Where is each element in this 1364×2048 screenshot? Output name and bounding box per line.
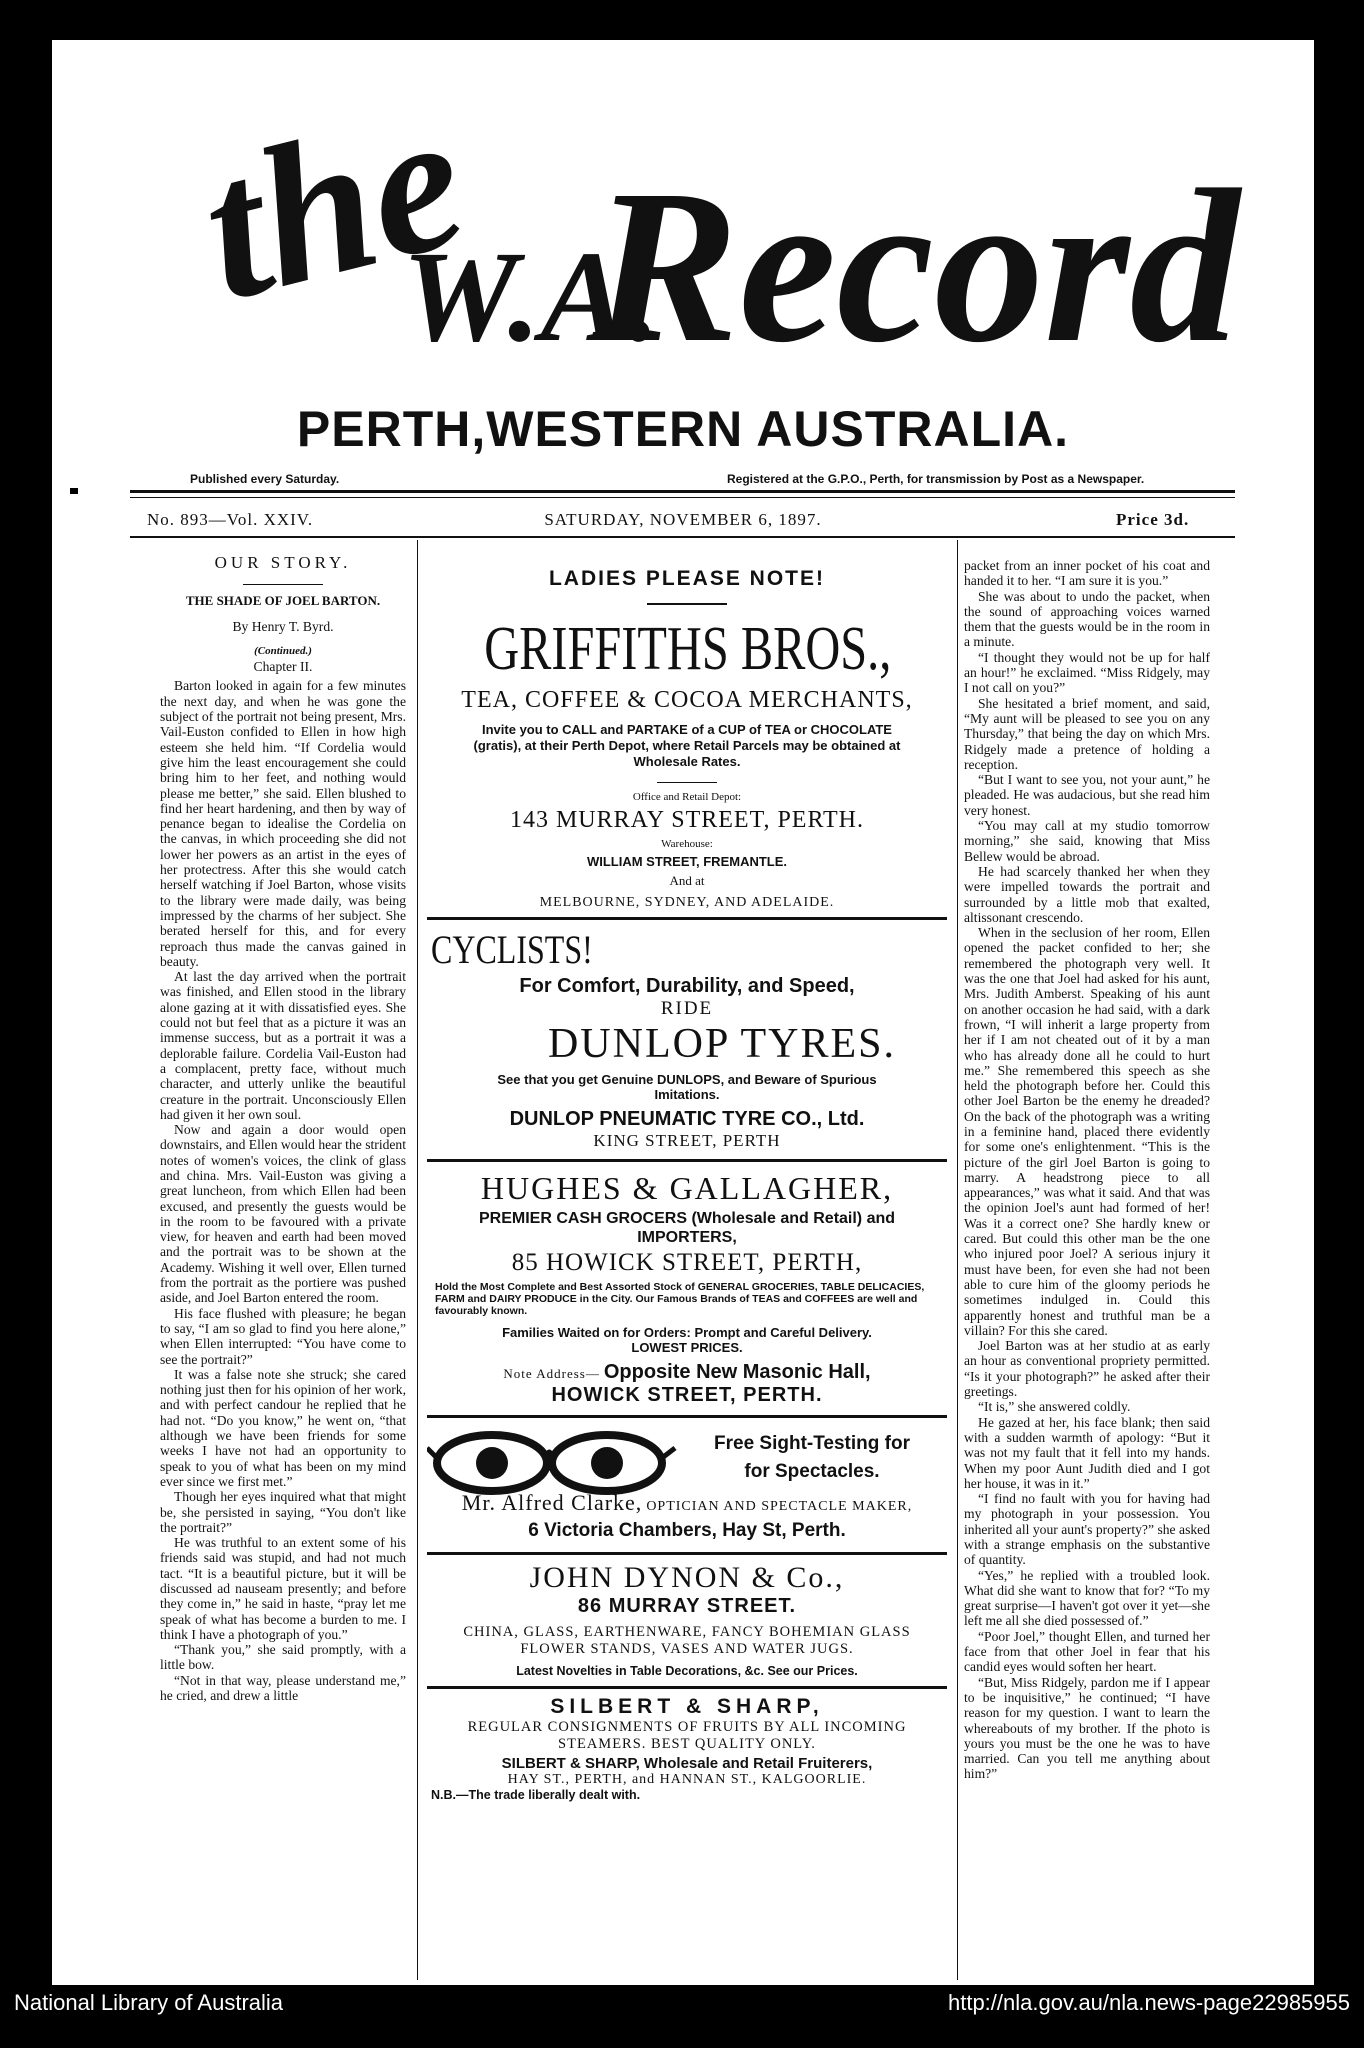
- story-continued: (Continued.): [254, 644, 312, 657]
- story-column-right: [964, 558, 1210, 1782]
- griffiths-warehouse-address: WILLIAM STREET, FREMANTLE.: [586, 854, 788, 869]
- footer-library: National Library of Australia: [14, 1990, 284, 2015]
- hughes-families: Families Waited on for Orders: Prompt and Careful Delivery.: [502, 1325, 872, 1340]
- griffiths-name: GRIFFITHS BROS.,: [484, 615, 892, 683]
- hughes-name: HUGHES & GALLAGHER,: [480, 1170, 894, 1206]
- dunlop-ride: RIDE: [660, 998, 714, 1019]
- story-chapter: Chapter II.: [253, 659, 313, 675]
- top-rule: [130, 490, 1235, 493]
- issue-price: Price 3d.: [1116, 510, 1190, 529]
- dateline-rule: [130, 536, 1235, 538]
- ad-hughes: [427, 1170, 947, 1407]
- dunlop-beware: See that you get Genuine DUNLOPS, and Beware of Spurious Imitations.: [497, 1072, 877, 1102]
- griffiths-and-at: And at: [669, 873, 705, 888]
- hughes-street: HOWICK STREET, PERTH.: [551, 1384, 823, 1406]
- griffiths-office-label: Office and Retail Depot:: [632, 791, 742, 803]
- silbert-nb: N.B.—The trade liberally dealt with.: [431, 1788, 641, 1802]
- short-rule: [647, 603, 727, 605]
- ad-divider: [427, 1159, 947, 1162]
- ad-griffiths: [427, 567, 947, 911]
- hughes-prices: LOWEST PRICES.: [631, 1340, 743, 1355]
- ladies-note: LADIES PLEASE NOTE!: [548, 567, 826, 590]
- silbert-regular: REGULAR CONSIGNMENTS OF FRUITS BY ALL INCOMING STEAMERS. BEST QUALITY ONLY.: [467, 1719, 907, 1752]
- story-paragraph: “You may call at my studio tomorrow morning,” she said, knowing that Miss Bellew would be abroad.: [964, 818, 1210, 864]
- ad-divider: [427, 1686, 947, 1689]
- short-rule: [657, 782, 717, 783]
- issue-number: No. 893—Vol. XXIV.: [147, 510, 314, 529]
- story-paragraph: “Yes,” he replied with a troubled look. What did she want to know that for? “To my great surprise—I haven't got over it yet—she left me all she died possessed of.”: [964, 1567, 1210, 1629]
- silbert-address: HAY ST., PERTH, and HANNAN ST., KALGOORLIE.: [507, 1772, 867, 1787]
- margin-mark: [70, 488, 78, 494]
- issue-date: SATURDAY, NOVEMBER 6, 1897.: [544, 510, 822, 529]
- hughes-stock: Hold the Most Complete and Best Assorted Stock of GENERAL GROCERIES, TABLE DELICACIES, FARM and DAIRY PRODUCE in the City. Our Famous Brands of TEAS and COFFEES are well and favourably known.: [435, 1281, 925, 1317]
- dunlop-company: DUNLOP PNEUMATIC TYRE CO., Ltd.: [509, 1108, 865, 1130]
- ad-divider: [427, 1415, 947, 1418]
- clarke-trade: OPTICIAN AND SPECTACLE MAKER,: [646, 1499, 913, 1514]
- dunlop-street: KING STREET, PERTH: [593, 1131, 781, 1150]
- ad-silbert: [427, 1695, 947, 1802]
- footer-url[interactable]: http://nla.gov.au/nla.news-page22985955: [947, 1990, 1350, 2015]
- story-paragraph: He was truthful to an extent some of his friends said was stupid, and had not much tact. “It is a beautiful picture, but it will be discussed ad nauseam presently; and before they come in,” he said in haste, “pray let me speak of what has become a burden to me. I think I have a photograph of you.”: [160, 1535, 406, 1642]
- griffiths-invite: Invite you to CALL and PARTAKE of a CUP of TEA or CHOCOLATE (gratis), at their Perth Depot, where Retail Parcels may be obtained at Wholesale Rates.: [473, 722, 901, 769]
- silbert-name: SILBERT & SHARP,: [550, 1695, 824, 1718]
- story-paragraph: Barton looked in again for a few minutes the next day, and when he was gone the subject of the portrait not being present, Mrs. Vail-Euston confided to Ellen in how high esteem she held him. “If Cordelia would give him the least encouragement she could bring him to her feet, and nothing would please me better,” she said. Ellen blushed to find her heart hardening, and then by way of penance began to idealise the Cordelia on the canvas, in which proceeding she did not lower her powers as an artist in the eyes of her protectress. After this she would catch herself watching if Joel Barton, whose visits to the library were made daily, was being impressed by the charms of her subject. She berated herself for this, and for every reproach thus made the canvas gained in beauty.: [160, 678, 406, 969]
- hughes-address: 85 HOWICK STREET, PERTH,: [511, 1249, 863, 1276]
- story-section: OUR STORY.: [214, 553, 352, 572]
- story-paragraph: “But, Miss Ridgely, pardon me if I appear to be inquisitive,” he continued; “I have reason for my question. I want to learn the whereabouts of my brother. If the photo is yours you must be the one he was to have married. Can you tell me anything about him?”: [964, 1674, 1210, 1782]
- story-paragraph: “Thank you,” she said promptly, with a little bow.: [160, 1642, 406, 1673]
- masthead-logo: [52, 40, 1314, 400]
- published-note: Published every Saturday.: [190, 472, 340, 486]
- ad-dynon: [427, 1561, 947, 1678]
- hughes-note-line: [427, 1361, 947, 1384]
- column-divider-left: [417, 540, 418, 1980]
- clarke-name-line: [427, 1490, 947, 1516]
- story-author: By Henry T. Byrd.: [232, 618, 334, 634]
- story-paragraph: He had scarcely thanked her when they were impelled towards the portrait and surrounded by a little mob that exalted, altissonant crescendo.: [964, 863, 1210, 925]
- dynon-novelties: Latest Novelties in Table Decorations, &c. See our Prices.: [516, 1664, 858, 1678]
- story-paragraph: “Poor Joel,” thought Ellen, and turned her face from that other Joel in fear that his candid eyes would soften her heart.: [964, 1628, 1210, 1675]
- clarke-name: Mr. Alfred Clarke,: [461, 1490, 643, 1515]
- story-paragraph: “I thought they would not be up for half an hour!” he exclaimed. “Miss Ridgely, may I not call on you?”: [964, 649, 1210, 696]
- clarke-spectacles-line: for Spectacles.: [744, 1461, 880, 1482]
- clarke-free-line: Free Sight-Testing for: [714, 1433, 910, 1454]
- title-the: the: [182, 67, 484, 344]
- story-column-left: [160, 555, 406, 1703]
- griffiths-warehouse-label: Warehouse:: [661, 838, 713, 850]
- griffiths-trade: TEA, COFFEE & COCOA MERCHANTS,: [461, 687, 913, 713]
- dunlop-comfort: For Comfort, Durability, and Speed,: [519, 975, 855, 997]
- column-divider-right: [957, 540, 958, 1980]
- ad-dunlop: [427, 926, 947, 1151]
- dunlop-cyclists: CYCLISTS!: [431, 927, 593, 972]
- hughes-note-label: Note Address—: [503, 1366, 600, 1381]
- margin-mark: [1328, 800, 1336, 806]
- advertisements-column: [427, 555, 947, 1802]
- silbert-fruiterers: SILBERT & SHARP, Wholesale and Retail Fruiterers,: [501, 1755, 873, 1772]
- newspaper-page: [52, 40, 1314, 1985]
- title-record: Record: [592, 144, 1240, 388]
- story-paragraph: His face flushed with pleasure; he began to say, “I am so glad to find you here alone,” when Ellen interrupted: “You have come to see the portrait?”: [160, 1305, 406, 1367]
- hughes-opposite: Opposite New Masonic Hall,: [603, 1361, 871, 1383]
- masthead-subtitle: PERTH,WESTERN AUSTRALIA.: [296, 401, 1070, 457]
- story-paragraph: At last the day arrived when the portrait was finished, and Ellen stood in the library alone gazing at it with dissatisfied eyes. She could not but feel that as a picture it was an immense success, but as a portrait it was a deplorable failure. Cordelia Vail-Euston had a complacent, pretty face, without much character, and utterly unlike the beautiful creature in the portrait. Unconsciously Ellen had given it her own soul.: [160, 969, 406, 1122]
- griffiths-address: 143 MURRAY STREET, PERTH.: [509, 807, 865, 833]
- story-paragraph: It was a false note she struck; she cared nothing just then for his opinion of her work, and with perfect candour he replied that he had not. “Do you know,” he went on, “that although we have been friends for some weeks I have not had an opportunity to speak to you of what has been on my mind ever since we first met.”: [160, 1366, 406, 1489]
- story-paragraph: When in the seclusion of her room, Ellen opened the packet confided to her; she remembered the photograph very well. It was the one that Joel had asked for his aunt, Mrs. Judith Amberst. Speaking of his aunt on another occasion he had said, with a dark frown, “I will inherit a large property from her if I am not cheated out of it by a man who has already done all he could to hurt me.” She remembered this speech as she held the photograph before her. Could this other Joel Barton be the enemy he dreaded? On the back of the photograph was a writing in a feminine hand, placed there evidently for some one's enlightenment. “This is the picture of the girl Joel Barton is going to marry. A headstrong piece to all appearances,” was what it said. And that was the opinion Joel's aunt had formed of her! Was it a correct one? She hardly knew or cared. But could this other man be the one who injured poor Joel? A serious injury it must have been, for even she had not been able to cure him of the gloomy periods he sometimes indulged in. Could this apparently honest and truthful man be a villain? For this she cared.: [964, 925, 1210, 1338]
- registered-note: Registered at the G.P.O., Perth, for transmission by Post as a Newspaper.: [727, 472, 1145, 486]
- dynon-name: JOHN DYNON & Co.,: [529, 1561, 845, 1594]
- top-rule-thin: [130, 497, 1235, 498]
- ad-divider: [427, 917, 947, 920]
- dunlop-tyres: DUNLOP TYRES.: [547, 1021, 897, 1067]
- title-wa: W.A.: [402, 225, 660, 369]
- margin-mark: [38, 222, 46, 228]
- story-paragraph: Now and again a door would open downstairs, and Ellen would hear the strident notes of women's voices, the clink of glass and china. Mrs. Vail-Euston was giving a great luncheon, from which Ellen had been excused, and presently the guests would be in the room to be favoured with a private view, for heaven and earth had been moved and the portrait was to be shown at the Academy. Wishing it well over, Ellen turned from the portrait as the portiere was pushed aside, and Joel Barton entered the room.: [160, 1122, 406, 1306]
- story-paragraph: He gazed at her, his face blank; then said with a sudden warmth of apology: “But it was not my fault that it fell into my hands. When my poor Aunt Judith died and I got her house, it was in it.”: [964, 1414, 1210, 1491]
- story-paragraph: She hesitated a brief moment, and said, “My aunt will be pleased to see you on any Thursday,” that being the day on which Mrs. Ridgely made a pretence of holding a reception.: [964, 695, 1210, 772]
- section-rule: [243, 584, 323, 585]
- story-paragraph: “But I want to see you, not your aunt,” he pleaded. He was audacious, but she read him very honest.: [964, 772, 1210, 818]
- story-paragraph: packet from an inner pocket of his coat and handed it to her. “I am sure it is you.”: [964, 558, 1210, 589]
- story-paragraph: Joel Barton was at her studio at as early an hour as conventional propriety permitted. “Is it your photograph?” he asked after their greetings.: [964, 1338, 1210, 1400]
- clarke-address: 6 Victoria Chambers, Hay St, Perth.: [528, 1520, 846, 1541]
- story-paragraph: “Not in that way, please understand me,” he cried, and drew a little: [160, 1672, 406, 1704]
- story-paragraph: “It is,” she answered coldly.: [978, 1399, 1131, 1415]
- clarke-free: [677, 1430, 947, 1486]
- dynon-goods: CHINA, GLASS, EARTHENWARE, FANCY BOHEMIAN GLASS FLOWER STANDS, VASES AND WATER JUGS.: [463, 1624, 911, 1657]
- dynon-street: 86 MURRAY STREET.: [577, 1595, 797, 1617]
- ad-clarke: [427, 1424, 947, 1546]
- story-paragraph: “I find no fault with you for having had my photograph in your possession. You inherited all your aunt's property?” she asked with a strange emphasis on the substantive of quantity.: [964, 1491, 1210, 1568]
- masthead: [52, 40, 1314, 480]
- story-paragraph: She was about to undo the packet, when the sound of approaching voices warned them that the guests would be in the room in a minute.: [964, 588, 1210, 650]
- story-paragraph: Though her eyes inquired what that might be, she persisted in saying, “You don't like the portrait?”: [160, 1489, 406, 1535]
- ad-divider: [427, 1552, 947, 1555]
- story-title: THE SHADE OF JOEL BARTON.: [185, 593, 381, 609]
- hughes-grocers: PREMIER CASH GROCERS (Wholesale and Retail) and IMPORTERS,: [478, 1210, 896, 1246]
- spectacles-icon: [427, 1428, 677, 1498]
- griffiths-cities: MELBOURNE, SYDNEY, AND ADELAIDE.: [539, 895, 835, 910]
